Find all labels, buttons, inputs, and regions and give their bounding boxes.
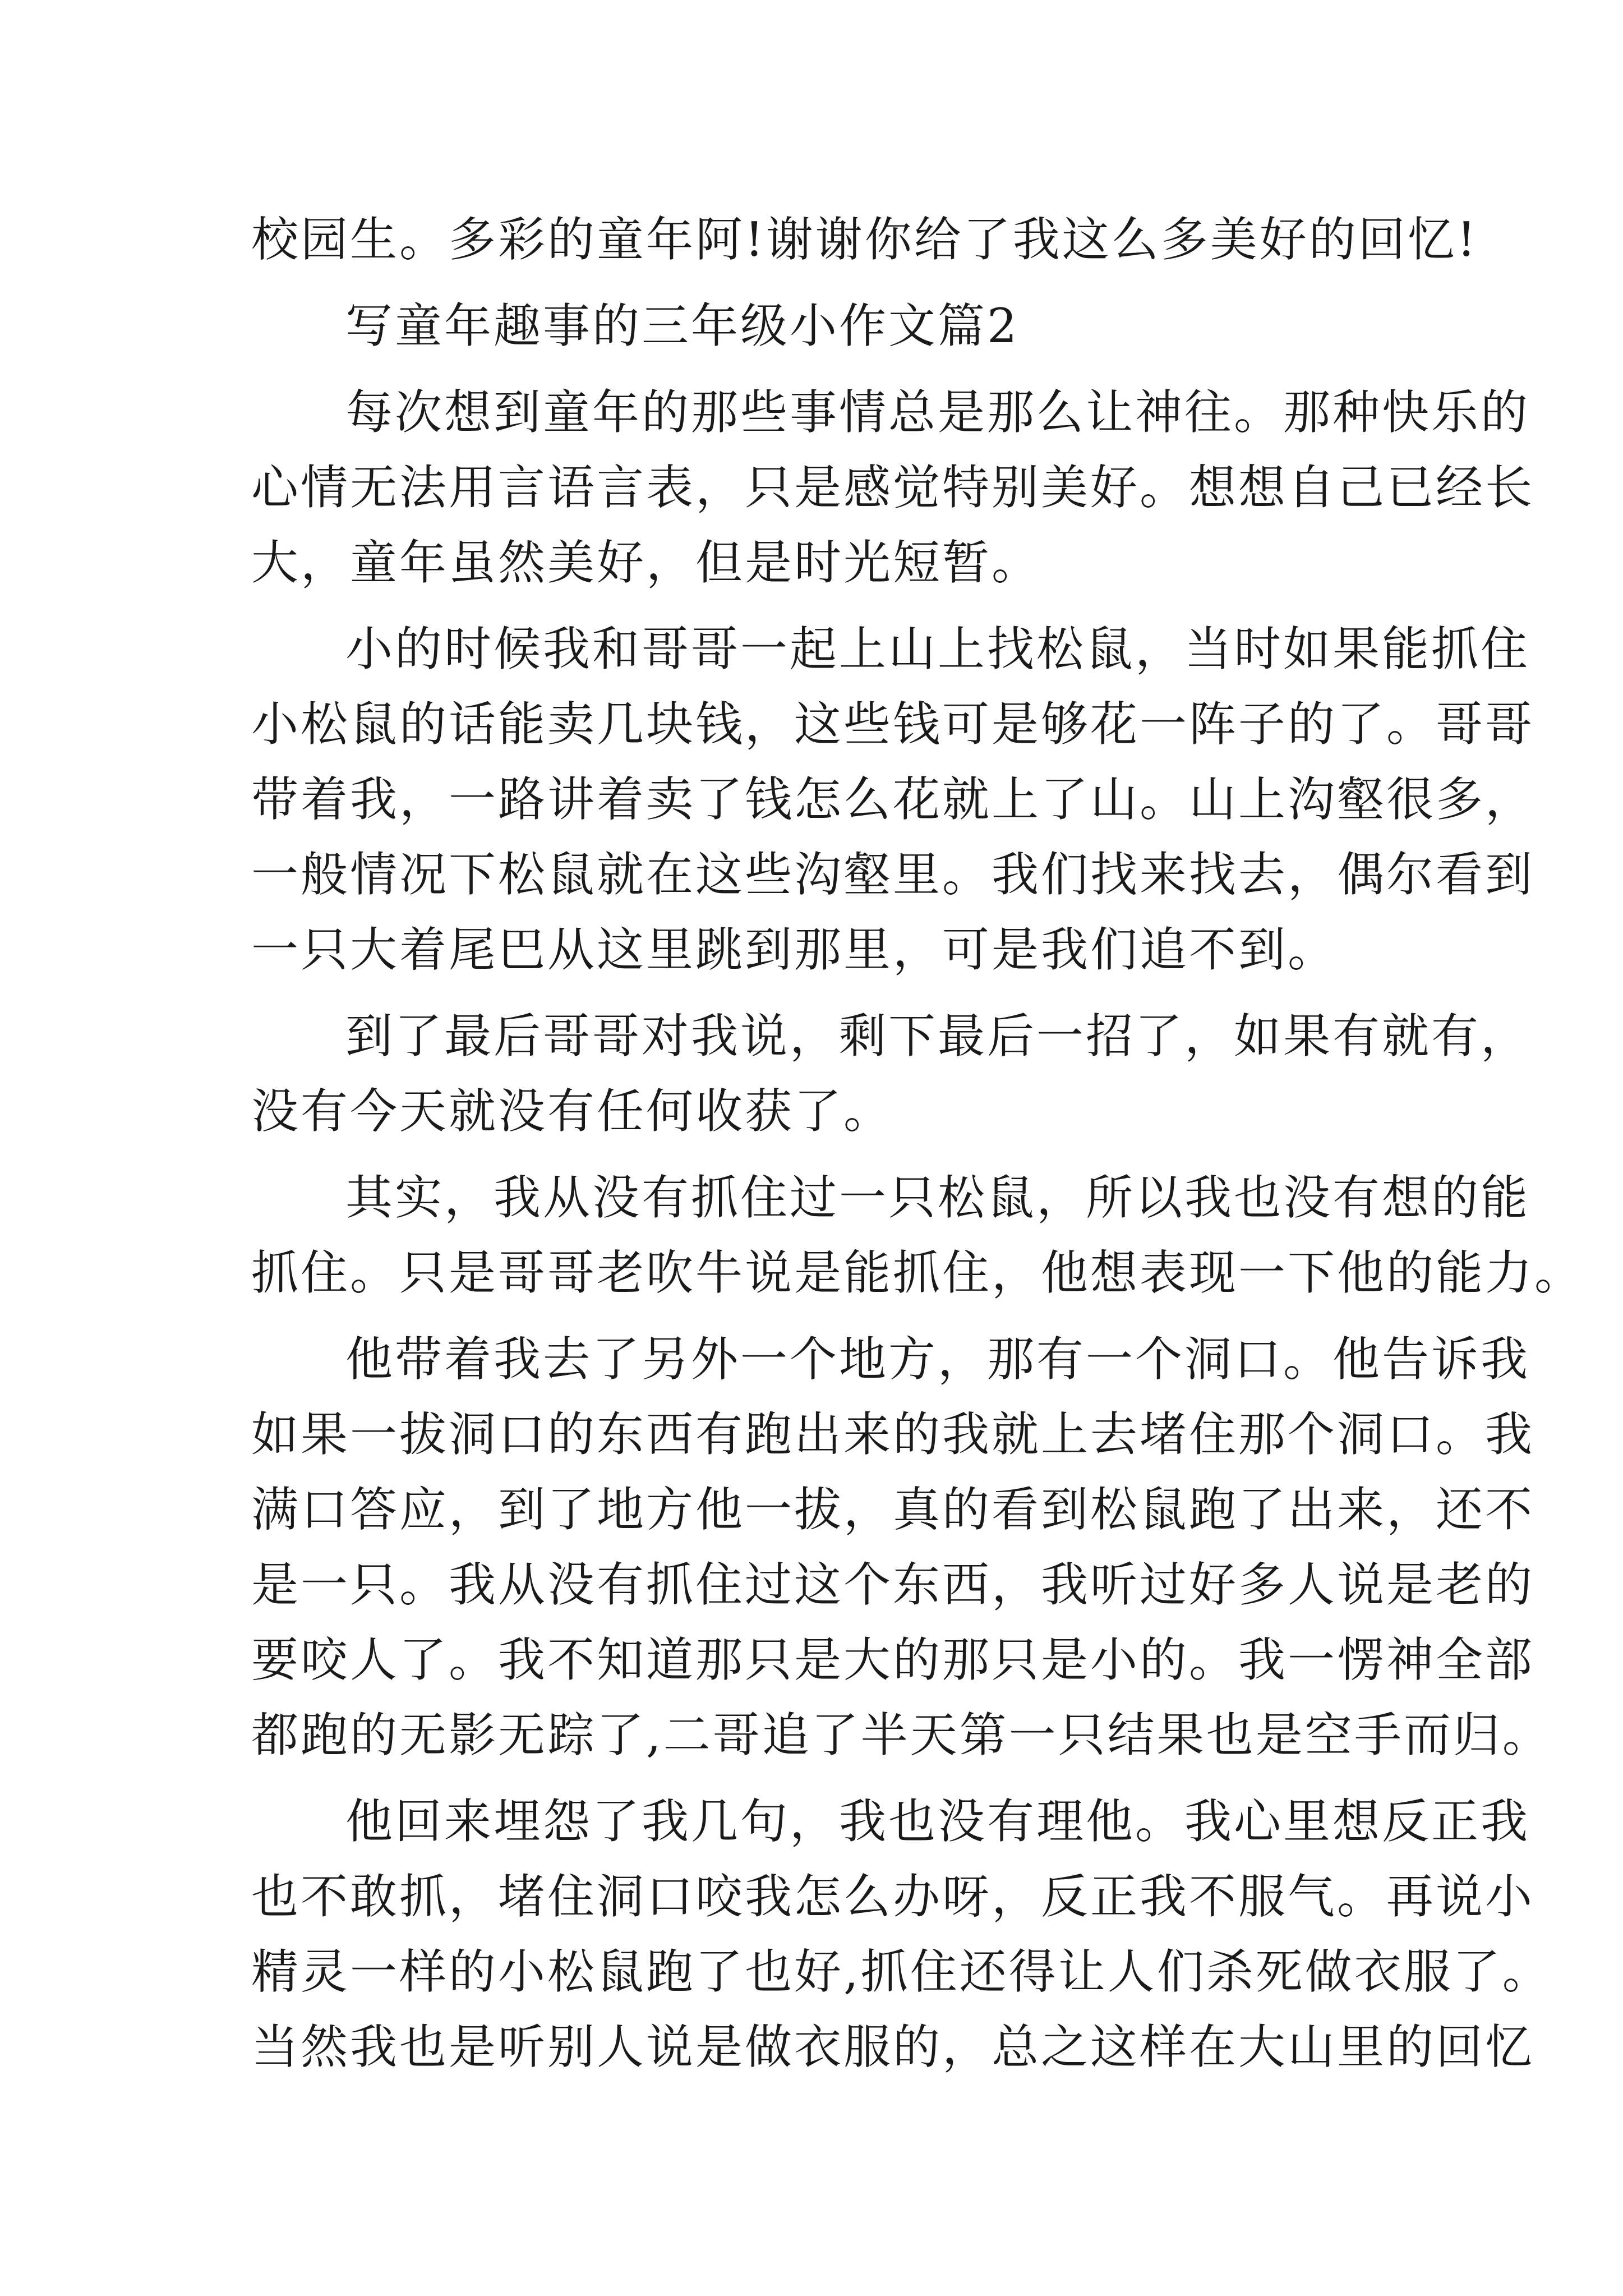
text-line: 也不敢抓，堵住洞口咬我怎么办呀，反正我不服气。再说小: [251, 1869, 1535, 1924]
text-line: 要咬人了。我不知道那只是大的那只是小的。我一愣神全部: [251, 1632, 1535, 1687]
text-line: 小松鼠的话能卖几块钱，这些钱可是够花一阵子的了。哥哥: [251, 697, 1535, 752]
text-line: 是一只。我从没有抓住过这个东西，我听过好多人说是老的: [251, 1557, 1535, 1612]
text-line: 满口答应，到了地方他一拔，真的看到松鼠跑了出来，还不: [251, 1482, 1535, 1537]
text-line: 当然我也是听别人说是做衣服的，总之这样在大山里的回忆: [251, 2019, 1535, 2074]
text-line: 校园生。多彩的童年阿!谢谢你给了我这么多美好的回忆!: [251, 212, 1478, 267]
text-line: 他带着我去了另外一个地方，那有一个洞口。他告诉我: [345, 1332, 1530, 1387]
text-line: 一只大着尾巴从这里跳到那里，可是我们追不到。: [251, 922, 1338, 977]
text-line: 到了最后哥哥对我说，剩下最后一招了，如果有就有，: [345, 1009, 1530, 1064]
text-line: 每次想到童年的那些事情总是那么让神往。那种快乐的: [345, 385, 1530, 440]
text-line: 大，童年虽然美好，但是时光短暂。: [251, 535, 1041, 590]
text-line: 都跑的无影无踪了,二哥追了半天第一只结果也是空手而归。: [251, 1708, 1552, 1763]
text-line: 心情无法用言语言表，只是感觉特别美好。想想自己已经长: [251, 460, 1535, 515]
text-line: 带着我，一路讲着卖了钱怎么花就上了山。山上沟壑很多，: [251, 772, 1535, 827]
article-body: [251, 202, 1584, 2085]
text-line: 一般情况下松鼠就在这些沟壑里。我们找来找去，偶尔看到: [251, 847, 1535, 902]
text-line: 抓住。只是哥哥老吹牛说是能抓住，他想表现一下他的能力。: [251, 1245, 1584, 1300]
text-line: 如果一拔洞口的东西有跑出来的我就上去堵住那个洞口。我: [251, 1407, 1535, 1462]
text-line: 小的时候我和哥哥一起上山上找松鼠，当时如果能抓住: [345, 622, 1530, 677]
section-heading: 写童年趣事的三年级小作文篇2: [345, 298, 1020, 353]
text-line: 精灵一样的小松鼠跑了也好,抓住还得让人们杀死做衣服了。: [251, 1944, 1552, 1999]
text-line: 其实，我从没有抓住过一只松鼠，所以我也没有想的能: [345, 1170, 1530, 1225]
text-line: 他回来埋怨了我几句，我也没有理他。我心里想反正我: [345, 1794, 1530, 1849]
text-line: 没有今天就没有任何收获了。: [251, 1084, 893, 1139]
